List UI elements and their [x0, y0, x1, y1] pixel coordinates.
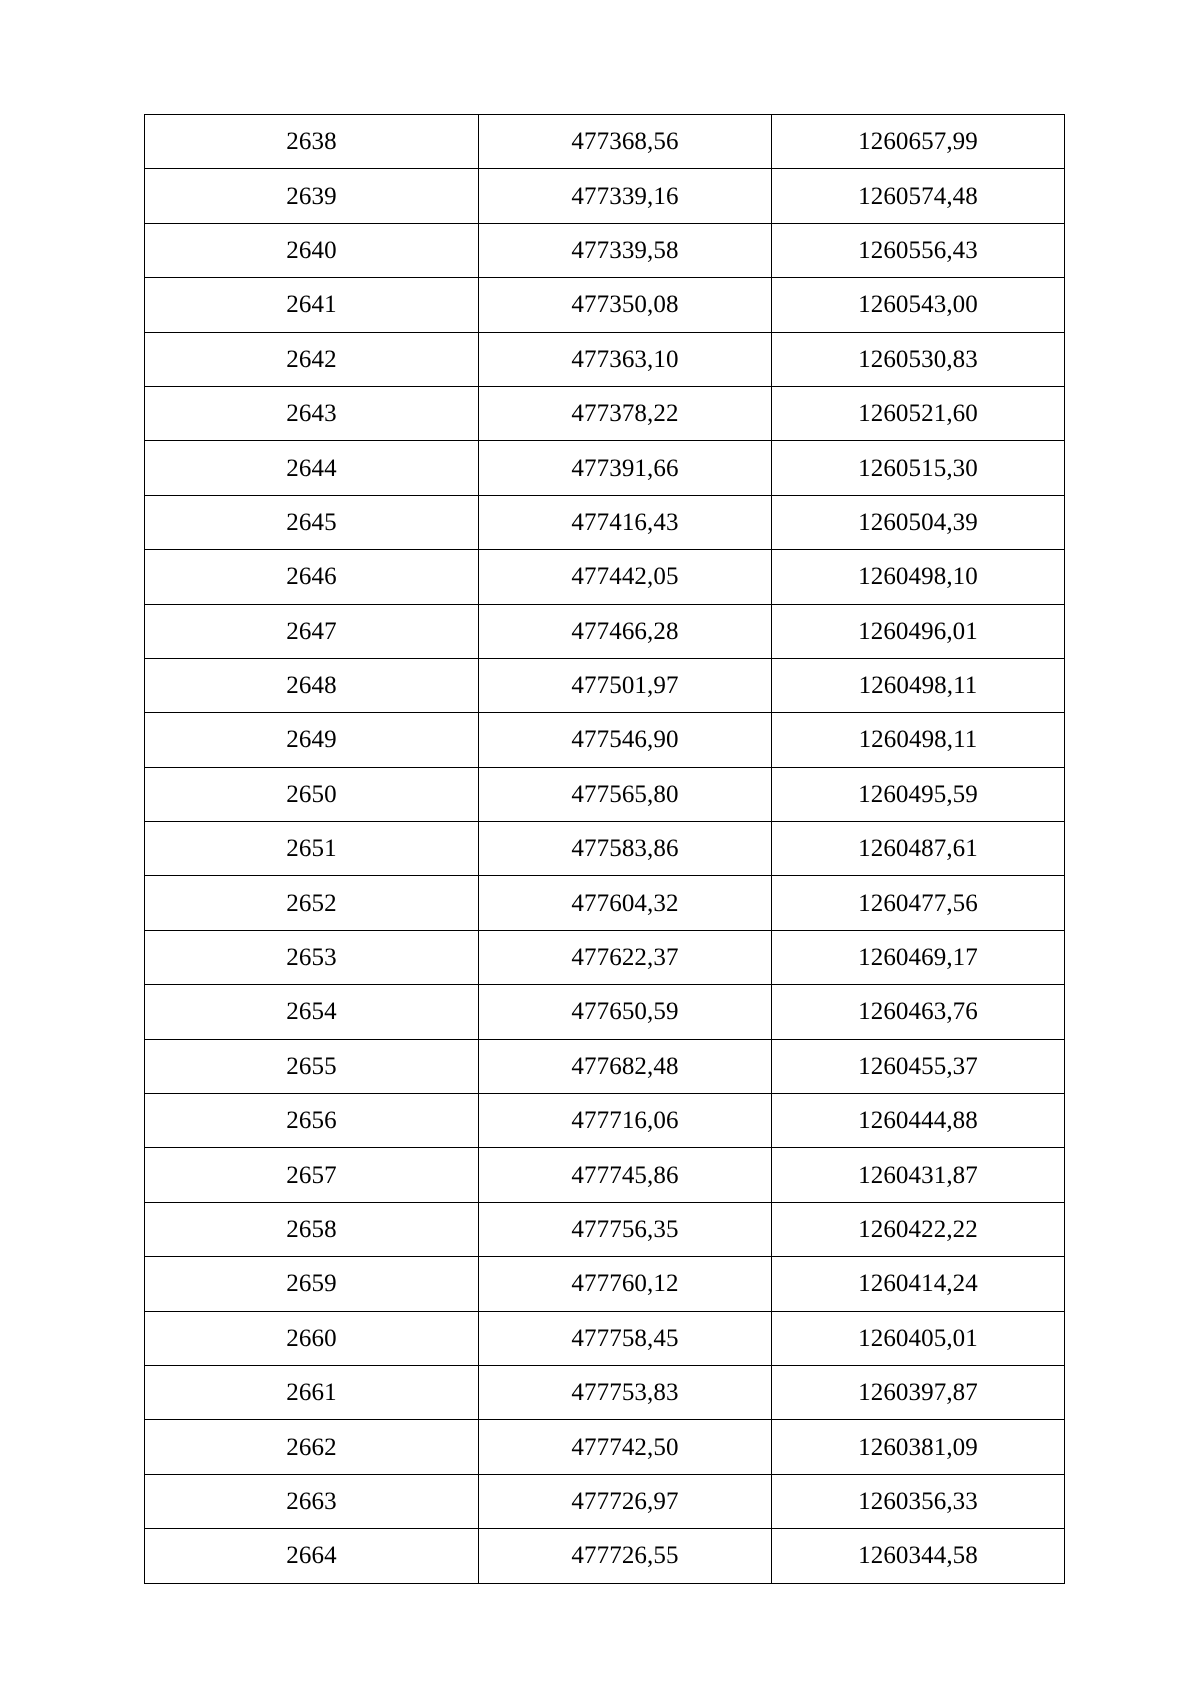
y-coordinate-cell: 1260477,56 — [772, 876, 1065, 930]
y-coordinate-cell: 1260405,01 — [772, 1311, 1065, 1365]
table-row — [145, 1529, 1065, 1583]
point-number-cell: 2639 — [145, 169, 479, 223]
table-row — [145, 278, 1065, 332]
point-number-cell: 2649 — [145, 713, 479, 767]
x-coordinate-cell: 477716,06 — [479, 1094, 772, 1148]
y-coordinate-cell: 1260495,59 — [772, 767, 1065, 821]
x-coordinate-cell: 477726,55 — [479, 1529, 772, 1583]
point-number-cell: 2646 — [145, 550, 479, 604]
y-coordinate-cell: 1260397,87 — [772, 1365, 1065, 1419]
table-row — [145, 223, 1065, 277]
point-number-cell: 2651 — [145, 822, 479, 876]
point-number-cell: 2657 — [145, 1148, 479, 1202]
x-coordinate-cell: 477753,83 — [479, 1365, 772, 1419]
x-coordinate-cell: 477466,28 — [479, 604, 772, 658]
y-coordinate-cell: 1260530,83 — [772, 332, 1065, 386]
y-coordinate-cell: 1260487,61 — [772, 822, 1065, 876]
x-coordinate-cell: 477682,48 — [479, 1039, 772, 1093]
point-number-cell: 2641 — [145, 278, 479, 332]
y-coordinate-cell: 1260498,10 — [772, 550, 1065, 604]
table-row — [145, 386, 1065, 440]
y-coordinate-cell: 1260381,09 — [772, 1420, 1065, 1474]
x-coordinate-cell: 477391,66 — [479, 441, 772, 495]
x-coordinate-cell: 477501,97 — [479, 658, 772, 712]
y-coordinate-cell: 1260556,43 — [772, 223, 1065, 277]
x-coordinate-cell: 477416,43 — [479, 495, 772, 549]
y-coordinate-cell: 1260431,87 — [772, 1148, 1065, 1202]
y-coordinate-cell: 1260574,48 — [772, 169, 1065, 223]
y-coordinate-cell: 1260515,30 — [772, 441, 1065, 495]
y-coordinate-cell: 1260657,99 — [772, 115, 1065, 169]
y-coordinate-cell: 1260469,17 — [772, 930, 1065, 984]
table-row — [145, 658, 1065, 712]
x-coordinate-cell: 477622,37 — [479, 930, 772, 984]
table-row — [145, 1474, 1065, 1528]
table-row — [145, 1202, 1065, 1256]
y-coordinate-cell: 1260344,58 — [772, 1529, 1065, 1583]
table-row — [145, 495, 1065, 549]
coordinates-table — [144, 114, 1065, 1584]
point-number-cell: 2638 — [145, 115, 479, 169]
table-row — [145, 1039, 1065, 1093]
table-row — [145, 822, 1065, 876]
y-coordinate-cell: 1260543,00 — [772, 278, 1065, 332]
table-row — [145, 332, 1065, 386]
y-coordinate-cell: 1260356,33 — [772, 1474, 1065, 1528]
table-row — [145, 169, 1065, 223]
table-row — [145, 1311, 1065, 1365]
x-coordinate-cell: 477726,97 — [479, 1474, 772, 1528]
y-coordinate-cell: 1260414,24 — [772, 1257, 1065, 1311]
y-coordinate-cell: 1260496,01 — [772, 604, 1065, 658]
point-number-cell: 2650 — [145, 767, 479, 821]
point-number-cell: 2658 — [145, 1202, 479, 1256]
y-coordinate-cell: 1260444,88 — [772, 1094, 1065, 1148]
table-row — [145, 767, 1065, 821]
table-row — [145, 1257, 1065, 1311]
y-coordinate-cell: 1260498,11 — [772, 713, 1065, 767]
point-number-cell: 2642 — [145, 332, 479, 386]
table-row — [145, 550, 1065, 604]
y-coordinate-cell: 1260504,39 — [772, 495, 1065, 549]
x-coordinate-cell: 477368,56 — [479, 115, 772, 169]
point-number-cell: 2645 — [145, 495, 479, 549]
table-row — [145, 713, 1065, 767]
x-coordinate-cell: 477756,35 — [479, 1202, 772, 1256]
point-number-cell: 2662 — [145, 1420, 479, 1474]
point-number-cell: 2654 — [145, 985, 479, 1039]
point-number-cell: 2643 — [145, 386, 479, 440]
x-coordinate-cell: 477363,10 — [479, 332, 772, 386]
table-row — [145, 930, 1065, 984]
x-coordinate-cell: 477339,16 — [479, 169, 772, 223]
table-row — [145, 1420, 1065, 1474]
point-number-cell: 2640 — [145, 223, 479, 277]
x-coordinate-cell: 477583,86 — [479, 822, 772, 876]
x-coordinate-cell: 477546,90 — [479, 713, 772, 767]
point-number-cell: 2659 — [145, 1257, 479, 1311]
x-coordinate-cell: 477650,59 — [479, 985, 772, 1039]
coordinates-table-body — [145, 115, 1065, 1584]
point-number-cell: 2644 — [145, 441, 479, 495]
x-coordinate-cell: 477565,80 — [479, 767, 772, 821]
table-row — [145, 604, 1065, 658]
point-number-cell: 2647 — [145, 604, 479, 658]
table-row — [145, 985, 1065, 1039]
x-coordinate-cell: 477378,22 — [479, 386, 772, 440]
point-number-cell: 2652 — [145, 876, 479, 930]
point-number-cell: 2648 — [145, 658, 479, 712]
x-coordinate-cell: 477604,32 — [479, 876, 772, 930]
x-coordinate-cell: 477758,45 — [479, 1311, 772, 1365]
table-row — [145, 115, 1065, 169]
table-row — [145, 876, 1065, 930]
y-coordinate-cell: 1260498,11 — [772, 658, 1065, 712]
x-coordinate-cell: 477339,58 — [479, 223, 772, 277]
x-coordinate-cell: 477760,12 — [479, 1257, 772, 1311]
point-number-cell: 2655 — [145, 1039, 479, 1093]
point-number-cell: 2661 — [145, 1365, 479, 1419]
table-row — [145, 1365, 1065, 1419]
y-coordinate-cell: 1260422,22 — [772, 1202, 1065, 1256]
point-number-cell: 2656 — [145, 1094, 479, 1148]
y-coordinate-cell: 1260455,37 — [772, 1039, 1065, 1093]
x-coordinate-cell: 477742,50 — [479, 1420, 772, 1474]
point-number-cell: 2653 — [145, 930, 479, 984]
point-number-cell: 2664 — [145, 1529, 479, 1583]
point-number-cell: 2663 — [145, 1474, 479, 1528]
table-row — [145, 1148, 1065, 1202]
table-row — [145, 1094, 1065, 1148]
y-coordinate-cell: 1260521,60 — [772, 386, 1065, 440]
x-coordinate-cell: 477350,08 — [479, 278, 772, 332]
x-coordinate-cell: 477745,86 — [479, 1148, 772, 1202]
point-number-cell: 2660 — [145, 1311, 479, 1365]
y-coordinate-cell: 1260463,76 — [772, 985, 1065, 1039]
x-coordinate-cell: 477442,05 — [479, 550, 772, 604]
table-row — [145, 441, 1065, 495]
